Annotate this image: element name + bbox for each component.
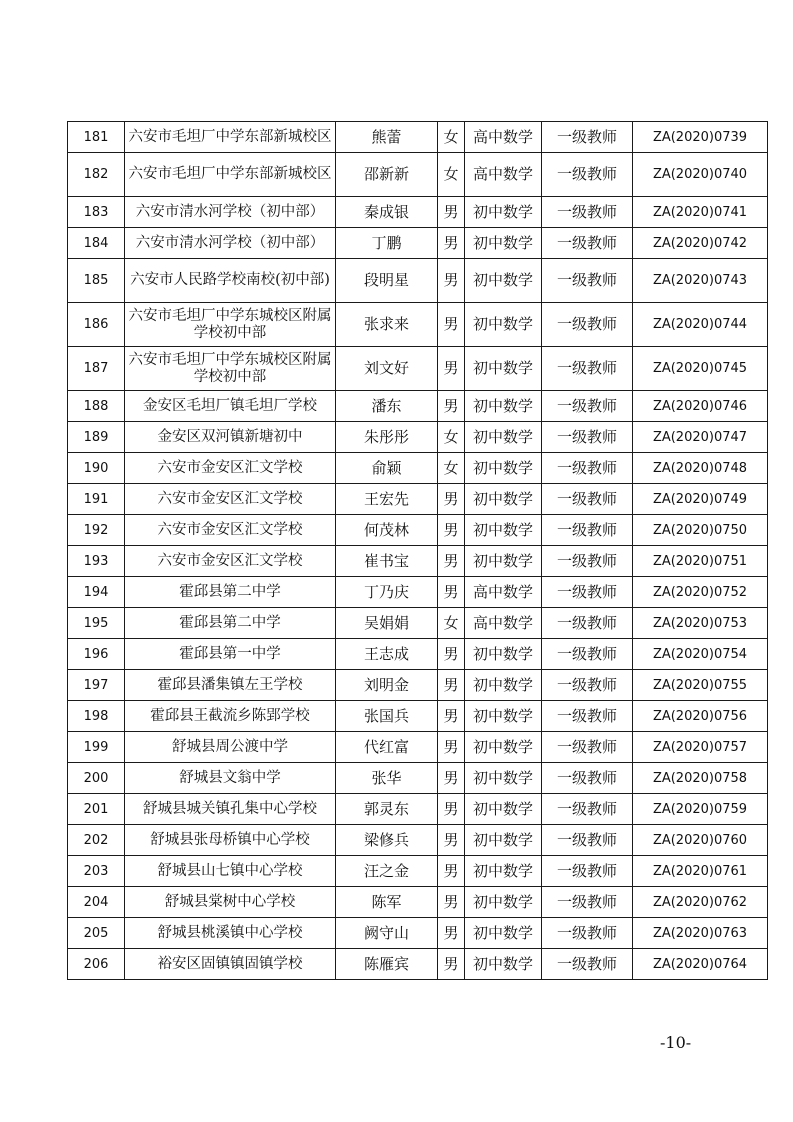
subject-cell: 高中数学: [465, 122, 542, 153]
roster-body: [68, 122, 768, 980]
professional-title-cell: 一级教师: [542, 228, 633, 259]
table-row: [68, 639, 768, 670]
school-name-cell: 霍邱县王截流乡陈郢学校: [125, 701, 336, 732]
teacher-name-cell: 潘东: [336, 391, 438, 422]
teacher-name-cell: 朱彤彤: [336, 422, 438, 453]
teacher-name-cell: 何茂林: [336, 515, 438, 546]
subject-cell: 初中数学: [465, 546, 542, 577]
teacher-roster-table: [67, 121, 768, 980]
subject-cell: 初中数学: [465, 856, 542, 887]
professional-title-cell: 一级教师: [542, 670, 633, 701]
professional-title-cell: 一级教师: [542, 794, 633, 825]
certificate-number-cell: ZA(2020)0763: [633, 918, 768, 949]
teacher-name-cell: 张华: [336, 763, 438, 794]
table-row: [68, 122, 768, 153]
teacher-name-cell: 俞颖: [336, 453, 438, 484]
teacher-sex-cell: 女: [438, 122, 465, 153]
teacher-sex-cell: 男: [438, 484, 465, 515]
subject-cell: 初中数学: [465, 197, 542, 228]
school-name-cell: 舒城县周公渡中学: [125, 732, 336, 763]
table-row: [68, 197, 768, 228]
professional-title-cell: 一级教师: [542, 577, 633, 608]
subject-cell: 初中数学: [465, 887, 542, 918]
school-name-cell: 六安市清水河学校（初中部）: [125, 197, 336, 228]
table-row: [68, 453, 768, 484]
teacher-sex-cell: 男: [438, 515, 465, 546]
row-number-cell: 188: [68, 391, 125, 422]
table-row: [68, 856, 768, 887]
table-row: [68, 608, 768, 639]
certificate-number-cell: ZA(2020)0742: [633, 228, 768, 259]
row-number-cell: 185: [68, 259, 125, 303]
school-name-cell: 六安市毛坦厂中学东城校区附属学校初中部: [125, 347, 336, 391]
teacher-sex-cell: 男: [438, 918, 465, 949]
certificate-number-cell: ZA(2020)0740: [633, 153, 768, 197]
row-number-cell: 190: [68, 453, 125, 484]
teacher-name-cell: 刘文好: [336, 347, 438, 391]
teacher-name-cell: 丁乃庆: [336, 577, 438, 608]
teacher-sex-cell: 男: [438, 303, 465, 347]
subject-cell: 初中数学: [465, 484, 542, 515]
teacher-name-cell: 郭灵东: [336, 794, 438, 825]
teacher-sex-cell: 男: [438, 259, 465, 303]
teacher-sex-cell: 男: [438, 347, 465, 391]
professional-title-cell: 一级教师: [542, 732, 633, 763]
professional-title-cell: 一级教师: [542, 763, 633, 794]
row-number-cell: 205: [68, 918, 125, 949]
certificate-number-cell: ZA(2020)0748: [633, 453, 768, 484]
row-number-cell: 203: [68, 856, 125, 887]
school-name-cell: 六安市金安区汇文学校: [125, 453, 336, 484]
school-name-cell: 舒城县棠树中心学校: [125, 887, 336, 918]
certificate-number-cell: ZA(2020)0759: [633, 794, 768, 825]
certificate-number-cell: ZA(2020)0761: [633, 856, 768, 887]
teacher-name-cell: 邵新新: [336, 153, 438, 197]
teacher-name-cell: 丁鹏: [336, 228, 438, 259]
subject-cell: 初中数学: [465, 303, 542, 347]
subject-cell: 初中数学: [465, 453, 542, 484]
professional-title-cell: 一级教师: [542, 122, 633, 153]
school-name-cell: 六安市毛坦厂中学东城校区附属学校初中部: [125, 303, 336, 347]
professional-title-cell: 一级教师: [542, 347, 633, 391]
table-row: [68, 887, 768, 918]
teacher-sex-cell: 男: [438, 856, 465, 887]
subject-cell: 高中数学: [465, 608, 542, 639]
teacher-name-cell: 阙守山: [336, 918, 438, 949]
teacher-name-cell: 张国兵: [336, 701, 438, 732]
row-number-cell: 199: [68, 732, 125, 763]
row-number-cell: 183: [68, 197, 125, 228]
subject-cell: 初中数学: [465, 422, 542, 453]
school-name-cell: 舒城县桃溪镇中心学校: [125, 918, 336, 949]
row-number-cell: 186: [68, 303, 125, 347]
subject-cell: 初中数学: [465, 949, 542, 980]
teacher-sex-cell: 男: [438, 670, 465, 701]
teacher-name-cell: 汪之金: [336, 856, 438, 887]
school-name-cell: 裕安区固镇镇固镇学校: [125, 949, 336, 980]
subject-cell: 初中数学: [465, 825, 542, 856]
certificate-number-cell: ZA(2020)0750: [633, 515, 768, 546]
teacher-name-cell: 王志成: [336, 639, 438, 670]
row-number-cell: 187: [68, 347, 125, 391]
teacher-name-cell: 吴娟娟: [336, 608, 438, 639]
table-row: [68, 515, 768, 546]
subject-cell: 初中数学: [465, 259, 542, 303]
table-row: [68, 577, 768, 608]
teacher-name-cell: 代红富: [336, 732, 438, 763]
professional-title-cell: 一级教师: [542, 259, 633, 303]
row-number-cell: 191: [68, 484, 125, 515]
table-row: [68, 918, 768, 949]
subject-cell: 初中数学: [465, 347, 542, 391]
professional-title-cell: 一级教师: [542, 825, 633, 856]
school-name-cell: 霍邱县第二中学: [125, 577, 336, 608]
row-number-cell: 192: [68, 515, 125, 546]
school-name-cell: 六安市金安区汇文学校: [125, 515, 336, 546]
professional-title-cell: 一级教师: [542, 949, 633, 980]
row-number-cell: 198: [68, 701, 125, 732]
table-row: [68, 794, 768, 825]
row-number-cell: 196: [68, 639, 125, 670]
teacher-name-cell: 张求来: [336, 303, 438, 347]
teacher-sex-cell: 男: [438, 763, 465, 794]
table-row: [68, 732, 768, 763]
row-number-cell: 181: [68, 122, 125, 153]
teacher-sex-cell: 男: [438, 546, 465, 577]
professional-title-cell: 一级教师: [542, 303, 633, 347]
professional-title-cell: 一级教师: [542, 639, 633, 670]
teacher-name-cell: 熊蕾: [336, 122, 438, 153]
certificate-number-cell: ZA(2020)0752: [633, 577, 768, 608]
teacher-sex-cell: 男: [438, 228, 465, 259]
professional-title-cell: 一级教师: [542, 391, 633, 422]
school-name-cell: 舒城县张母桥镇中心学校: [125, 825, 336, 856]
certificate-number-cell: ZA(2020)0739: [633, 122, 768, 153]
table-row: [68, 391, 768, 422]
row-number-cell: 197: [68, 670, 125, 701]
school-name-cell: 六安市人民路学校南校(初中部): [125, 259, 336, 303]
school-name-cell: 舒城县文翁中学: [125, 763, 336, 794]
teacher-name-cell: 刘明金: [336, 670, 438, 701]
teacher-name-cell: 王宏先: [336, 484, 438, 515]
row-number-cell: 195: [68, 608, 125, 639]
professional-title-cell: 一级教师: [542, 422, 633, 453]
teacher-sex-cell: 女: [438, 608, 465, 639]
teacher-sex-cell: 男: [438, 197, 465, 228]
school-name-cell: 六安市毛坦厂中学东部新城校区: [125, 153, 336, 197]
teacher-name-cell: 梁修兵: [336, 825, 438, 856]
certificate-number-cell: ZA(2020)0751: [633, 546, 768, 577]
school-name-cell: 金安区双河镇新塘初中: [125, 422, 336, 453]
school-name-cell: 六安市毛坦厂中学东部新城校区: [125, 122, 336, 153]
certificate-number-cell: ZA(2020)0762: [633, 887, 768, 918]
certificate-number-cell: ZA(2020)0755: [633, 670, 768, 701]
table-row: [68, 347, 768, 391]
certificate-number-cell: ZA(2020)0758: [633, 763, 768, 794]
certificate-number-cell: ZA(2020)0749: [633, 484, 768, 515]
professional-title-cell: 一级教师: [542, 153, 633, 197]
professional-title-cell: 一级教师: [542, 484, 633, 515]
certificate-number-cell: ZA(2020)0754: [633, 639, 768, 670]
subject-cell: 初中数学: [465, 670, 542, 701]
page-number: -10-: [660, 1033, 692, 1052]
certificate-number-cell: ZA(2020)0764: [633, 949, 768, 980]
teacher-sex-cell: 男: [438, 949, 465, 980]
table-row: [68, 701, 768, 732]
professional-title-cell: 一级教师: [542, 608, 633, 639]
teacher-sex-cell: 男: [438, 732, 465, 763]
subject-cell: 初中数学: [465, 391, 542, 422]
teacher-sex-cell: 男: [438, 701, 465, 732]
row-number-cell: 201: [68, 794, 125, 825]
subject-cell: 初中数学: [465, 515, 542, 546]
school-name-cell: 舒城县山七镇中心学校: [125, 856, 336, 887]
professional-title-cell: 一级教师: [542, 453, 633, 484]
row-number-cell: 184: [68, 228, 125, 259]
subject-cell: 初中数学: [465, 701, 542, 732]
table-row: [68, 763, 768, 794]
certificate-number-cell: ZA(2020)0753: [633, 608, 768, 639]
table-row: [68, 303, 768, 347]
teacher-sex-cell: 男: [438, 887, 465, 918]
table-row: [68, 484, 768, 515]
school-name-cell: 霍邱县第二中学: [125, 608, 336, 639]
teacher-sex-cell: 女: [438, 153, 465, 197]
row-number-cell: 200: [68, 763, 125, 794]
table-row: [68, 228, 768, 259]
teacher-name-cell: 崔书宝: [336, 546, 438, 577]
school-name-cell: 金安区毛坦厂镇毛坦厂学校: [125, 391, 336, 422]
table-row: [68, 546, 768, 577]
professional-title-cell: 一级教师: [542, 546, 633, 577]
school-name-cell: 六安市金安区汇文学校: [125, 484, 336, 515]
school-name-cell: 霍邱县第一中学: [125, 639, 336, 670]
certificate-number-cell: ZA(2020)0760: [633, 825, 768, 856]
teacher-sex-cell: 男: [438, 794, 465, 825]
teacher-sex-cell: 女: [438, 422, 465, 453]
professional-title-cell: 一级教师: [542, 887, 633, 918]
table-row: [68, 153, 768, 197]
subject-cell: 初中数学: [465, 732, 542, 763]
teacher-name-cell: 陈军: [336, 887, 438, 918]
roster-sheet: [67, 121, 748, 980]
school-name-cell: 六安市金安区汇文学校: [125, 546, 336, 577]
professional-title-cell: 一级教师: [542, 515, 633, 546]
teacher-sex-cell: 女: [438, 453, 465, 484]
table-row: [68, 825, 768, 856]
certificate-number-cell: ZA(2020)0744: [633, 303, 768, 347]
row-number-cell: 202: [68, 825, 125, 856]
table-row: [68, 670, 768, 701]
row-number-cell: 182: [68, 153, 125, 197]
subject-cell: 初中数学: [465, 918, 542, 949]
subject-cell: 高中数学: [465, 577, 542, 608]
school-name-cell: 舒城县城关镇孔集中心学校: [125, 794, 336, 825]
table-row: [68, 949, 768, 980]
professional-title-cell: 一级教师: [542, 856, 633, 887]
row-number-cell: 193: [68, 546, 125, 577]
row-number-cell: 194: [68, 577, 125, 608]
teacher-sex-cell: 男: [438, 391, 465, 422]
subject-cell: 初中数学: [465, 639, 542, 670]
subject-cell: 初中数学: [465, 794, 542, 825]
certificate-number-cell: ZA(2020)0746: [633, 391, 768, 422]
school-name-cell: 六安市清水河学校（初中部）: [125, 228, 336, 259]
professional-title-cell: 一级教师: [542, 197, 633, 228]
table-row: [68, 259, 768, 303]
certificate-number-cell: ZA(2020)0743: [633, 259, 768, 303]
subject-cell: 初中数学: [465, 763, 542, 794]
certificate-number-cell: ZA(2020)0741: [633, 197, 768, 228]
teacher-name-cell: 段明星: [336, 259, 438, 303]
teacher-sex-cell: 男: [438, 825, 465, 856]
certificate-number-cell: ZA(2020)0747: [633, 422, 768, 453]
teacher-sex-cell: 男: [438, 639, 465, 670]
subject-cell: 初中数学: [465, 228, 542, 259]
professional-title-cell: 一级教师: [542, 918, 633, 949]
table-row: [68, 422, 768, 453]
teacher-name-cell: 陈雁宾: [336, 949, 438, 980]
subject-cell: 高中数学: [465, 153, 542, 197]
professional-title-cell: 一级教师: [542, 701, 633, 732]
teacher-name-cell: 秦成银: [336, 197, 438, 228]
certificate-number-cell: ZA(2020)0756: [633, 701, 768, 732]
school-name-cell: 霍邱县潘集镇左王学校: [125, 670, 336, 701]
certificate-number-cell: ZA(2020)0757: [633, 732, 768, 763]
row-number-cell: 189: [68, 422, 125, 453]
teacher-sex-cell: 男: [438, 577, 465, 608]
row-number-cell: 206: [68, 949, 125, 980]
row-number-cell: 204: [68, 887, 125, 918]
certificate-number-cell: ZA(2020)0745: [633, 347, 768, 391]
